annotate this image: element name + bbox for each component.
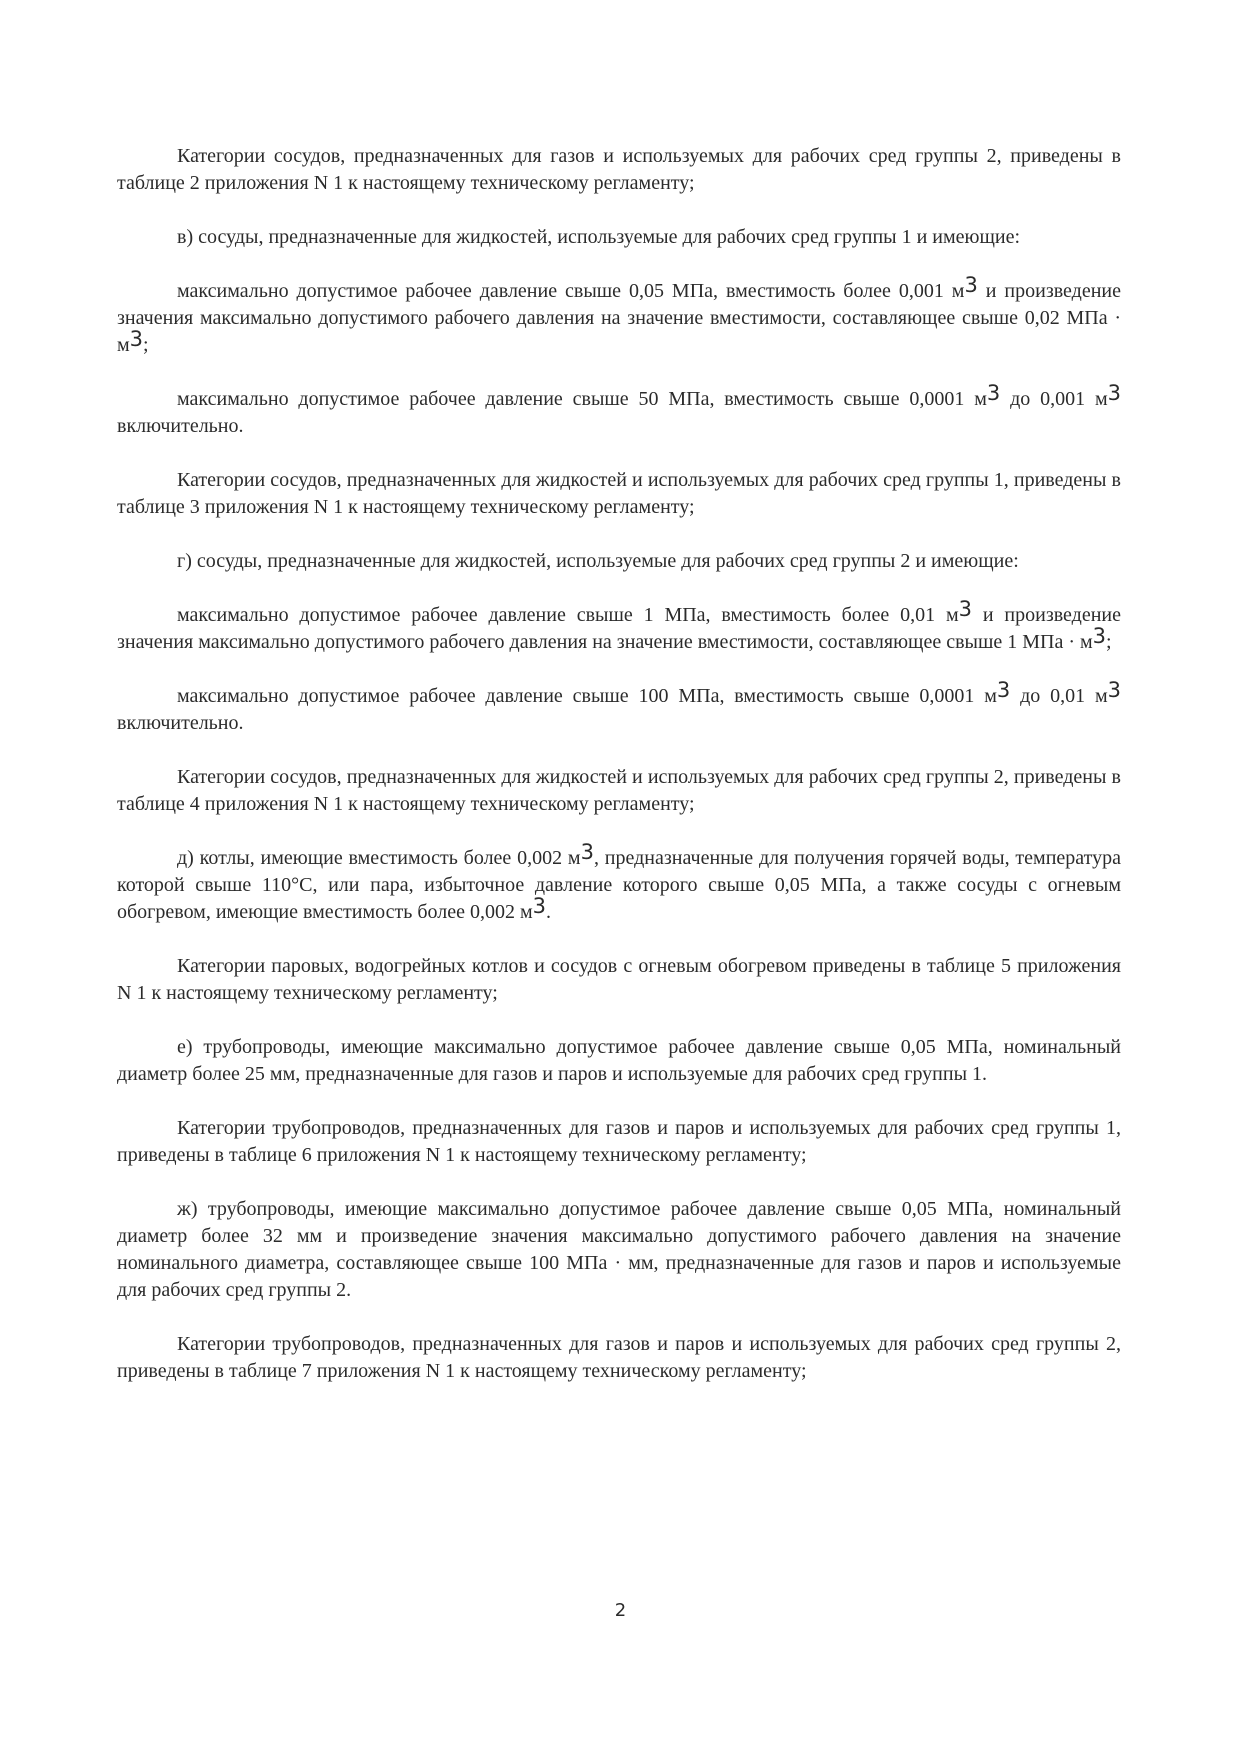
text-segment: ж) трубопроводы, имеющие максимально допустимое рабочее давление свыше 0,05 МПа, номинальный диаметр более 32 мм и произведение значения максимально допустимого рабочего давления на значение номинального диаметра, составляющее свыше 100 МПа · мм, предназначенные для газов и паров и используемые для рабочих сред группы 2. bbox=[117, 1198, 1121, 1301]
superscript: 3 bbox=[580, 840, 594, 864]
superscript: 3 bbox=[1092, 624, 1107, 648]
text-segment: Категории сосудов, предназначенных для жидкостей и используемых для рабочих сред группы 1, приведены в таблице 3 приложения N 1 к настоящему техническому регламенту; bbox=[117, 469, 1121, 518]
paragraph bbox=[117, 1196, 1121, 1304]
paragraph bbox=[117, 381, 1121, 440]
text-segment: включительно. bbox=[117, 712, 244, 734]
superscript: 3 bbox=[532, 894, 547, 918]
text-segment: и произведение значения максимально допустимого рабочего давления на значение вместимости, составляющее свыше 0,02 МПа · м bbox=[117, 280, 1121, 356]
paragraph bbox=[117, 143, 1121, 197]
paragraph bbox=[117, 1115, 1121, 1169]
text-segment: максимально допустимое рабочее давление свыше 0,05 МПа, вместимость более 0,001 м bbox=[177, 280, 965, 302]
paragraph bbox=[117, 953, 1121, 1007]
paragraph bbox=[117, 273, 1121, 359]
page-number: 2 bbox=[614, 1600, 627, 1621]
paragraph bbox=[117, 597, 1121, 656]
paragraph bbox=[117, 1331, 1121, 1385]
text-segment: д) котлы, имеющие вместимость более 0,002 м bbox=[177, 847, 581, 869]
paragraph bbox=[117, 467, 1121, 521]
text-segment: , предназначенные для получения горячей воды, температура которой свыше 110°С, или пара, избыточное давление которого свыше 0,05 МПа, а также сосуды с огневым обогревом, имеющие вместимость более 0,002 м bbox=[117, 847, 1121, 923]
text-segment: ; bbox=[143, 334, 149, 356]
text-segment: Категории трубопроводов, предназначенных для газов и паров и используемых для рабочих сред группы 2, приведены в таблице 7 приложения N 1 к настоящему техническому регламенту; bbox=[117, 1333, 1121, 1382]
text-segment: до 0,01 м bbox=[1010, 685, 1108, 707]
superscript: 3 bbox=[996, 678, 1011, 702]
text-segment: Категории трубопроводов, предназначенных для газов и паров и используемых для рабочих сред группы 1, приведены в таблице 6 приложения N 1 к настоящему техническому регламенту; bbox=[117, 1117, 1121, 1166]
paragraph bbox=[117, 840, 1121, 926]
text-segment: е) трубопроводы, имеющие максимально допустимое рабочее давление свыше 0,05 МПа, номинальный диаметр более 25 мм, предназначенные для газов и паров и используемые для рабочих сред группы 1. bbox=[117, 1036, 1121, 1085]
document-body bbox=[117, 143, 1121, 1412]
text-segment: г) сосуды, предназначенные для жидкостей, используемые для рабочих сред группы 2 и имеющие: bbox=[177, 550, 1019, 572]
text-segment: ; bbox=[1106, 631, 1112, 653]
text-segment: Категории сосудов, предназначенных для газов и используемых для рабочих сред группы 2, приведены в таблице 2 приложения N 1 к настоящему техническому регламенту; bbox=[117, 145, 1121, 194]
text-segment: в) сосуды, предназначенные для жидкостей, используемые для рабочих сред группы 1 и имеющие: bbox=[177, 226, 1021, 248]
text-segment: максимально допустимое рабочее давление свыше 100 МПа, вместимость свыше 0,0001 м bbox=[177, 685, 997, 707]
paragraph bbox=[117, 764, 1121, 818]
paragraph bbox=[117, 1034, 1121, 1088]
text-segment: и произведение значения максимально допустимого рабочего давления на значение вместимости, составляющее свыше 1 МПа · м bbox=[117, 604, 1121, 653]
text-segment: включительно. bbox=[117, 415, 244, 437]
text-segment: Категории паровых, водогрейных котлов и сосудов с огневым обогревом приведены в таблице 5 приложения N 1 к настоящему техническому регламенту; bbox=[117, 955, 1121, 1004]
paragraph bbox=[117, 678, 1121, 737]
text-segment: Категории сосудов, предназначенных для жидкостей и используемых для рабочих сред группы 2, приведены в таблице 4 приложения N 1 к настоящему техническому регламенту; bbox=[117, 766, 1121, 815]
superscript: 3 bbox=[964, 273, 978, 297]
text-segment: . bbox=[546, 901, 552, 923]
text-segment: максимально допустимое рабочее давление свыше 50 МПа, вместимость свыше 0,0001 м bbox=[177, 388, 987, 410]
superscript: 3 bbox=[958, 597, 972, 621]
superscript: 3 bbox=[986, 381, 1001, 405]
superscript: 3 bbox=[1107, 381, 1121, 405]
text-segment: максимально допустимое рабочее давление свыше 1 МПа, вместимость более 0,01 м bbox=[177, 604, 959, 626]
superscript: 3 bbox=[129, 327, 144, 351]
paragraph bbox=[117, 224, 1121, 251]
text-segment: до 0,001 м bbox=[1000, 388, 1108, 410]
superscript: 3 bbox=[1107, 678, 1121, 702]
paragraph bbox=[117, 548, 1121, 575]
